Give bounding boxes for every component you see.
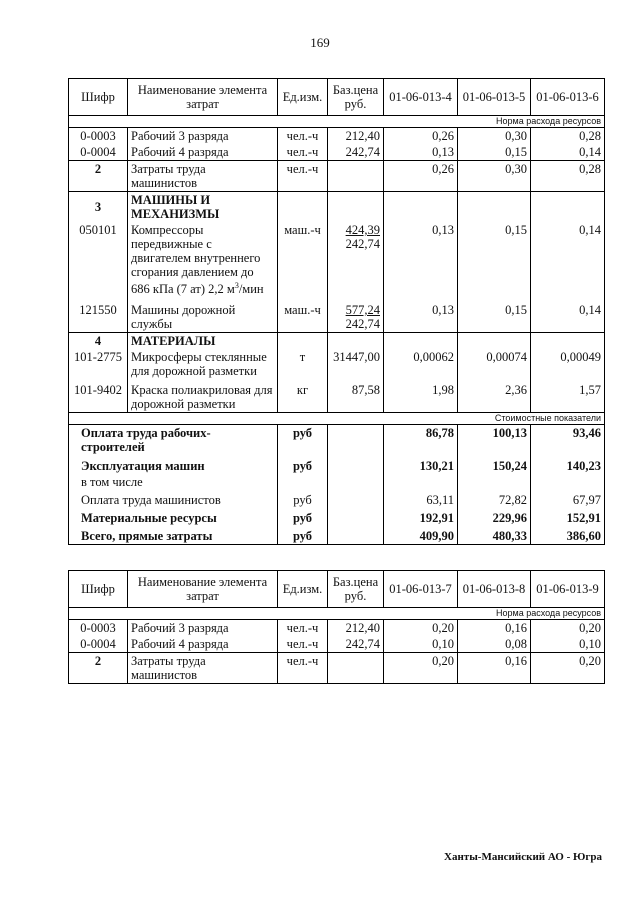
header-code-col2: 01-06-013-8 bbox=[458, 571, 531, 608]
resource-table-2 bbox=[68, 570, 605, 684]
cost-row: Эксплуатация машин руб 130,21 150,24 140,23 bbox=[69, 455, 605, 474]
table-header bbox=[69, 571, 605, 608]
footer-region: Ханты-Мансийский АО - Югра bbox=[444, 851, 602, 863]
header-code-col1: 01-06-013-4 bbox=[384, 79, 458, 116]
header-name: Наименование элемента затрат bbox=[128, 79, 278, 116]
header-code-col3: 01-06-013-6 bbox=[531, 79, 605, 116]
table-row: 2 Затраты труда машинистов чел.-ч 0,26 0,30 0,28 bbox=[69, 161, 605, 192]
table-row: 0-0004 Рабочий 4 разряда чел.-ч 242,74 0,10 0,08 0,10 bbox=[69, 636, 605, 653]
table-row: 050101 Компрессоры передвижные с двигателем внутреннего сгорания давлением до 686 кПа (7 ат) 2,2 $м^3$/мин маш.-ч 424,39 242,74 0,13 0,15 0,14 bbox=[69, 222, 605, 297]
header-base-price: Баз.цена руб. bbox=[328, 571, 384, 608]
header-base-price: Баз.цена руб. bbox=[328, 79, 384, 116]
cost-row: Материальные ресурсы руб 192,91 229,96 152,91 bbox=[69, 508, 605, 526]
table-header bbox=[69, 79, 605, 116]
header-code: Шифр bbox=[69, 79, 128, 116]
table-row: 101-9402 Краска полиакриловая для дорожной разметки кг 87,58 1,98 2,36 1,57 bbox=[69, 379, 605, 413]
cost-row: Всего, прямые затраты руб 409,90 480,33 386,60 bbox=[69, 526, 605, 545]
cost-row: в том числе bbox=[69, 474, 605, 490]
table-row: 101-2775 Микросферы стеклянные для дорожной разметки т 31447,00 0,00062 0,00074 0,00049 bbox=[69, 349, 605, 379]
cost-row: Оплата труда машинистов руб 63,11 72,82 67,97 bbox=[69, 490, 605, 508]
table-row: 121550 Машины дорожной службы маш.-ч 577,24 242,74 0,13 0,15 0,14 bbox=[69, 297, 605, 333]
header-code: Шифр bbox=[69, 571, 128, 608]
norm-label: Норма расхода ресурсов bbox=[69, 116, 605, 128]
table-row: 0-0003 Рабочий 3 разряда чел.-ч 212,40 0,26 0,30 0,28 bbox=[69, 128, 605, 145]
resource-table-1 bbox=[68, 78, 605, 545]
page-number: 169 bbox=[310, 35, 330, 50]
header-name: Наименование элемента затрат bbox=[128, 571, 278, 608]
cost-row: Оплата труда рабочих-строителей руб 86,78 100,13 93,46 bbox=[69, 425, 605, 456]
header-unit: Ед.изм. bbox=[278, 79, 328, 116]
table-row: 2 Затраты труда машинистов чел.-ч 0,20 0,16 0,20 bbox=[69, 653, 605, 684]
header-code-col1: 01-06-013-7 bbox=[384, 571, 458, 608]
header-code-col3: 01-06-013-9 bbox=[531, 571, 605, 608]
header-code-col2: 01-06-013-5 bbox=[458, 79, 531, 116]
section-row: 3 МАШИНЫ И МЕХАНИЗМЫ bbox=[69, 192, 605, 223]
table-row: 0-0004 Рабочий 4 разряда чел.-ч 242,74 0,13 0,15 0,14 bbox=[69, 144, 605, 161]
cost-label: Стоимостные показатели bbox=[69, 413, 605, 425]
norm-label: Норма расхода ресурсов bbox=[69, 608, 605, 620]
section-row: 4 МАТЕРИАЛЫ bbox=[69, 333, 605, 350]
table-row: 0-0003 Рабочий 3 разряда чел.-ч 212,40 0,20 0,16 0,20 bbox=[69, 620, 605, 637]
header-unit: Ед.изм. bbox=[278, 571, 328, 608]
